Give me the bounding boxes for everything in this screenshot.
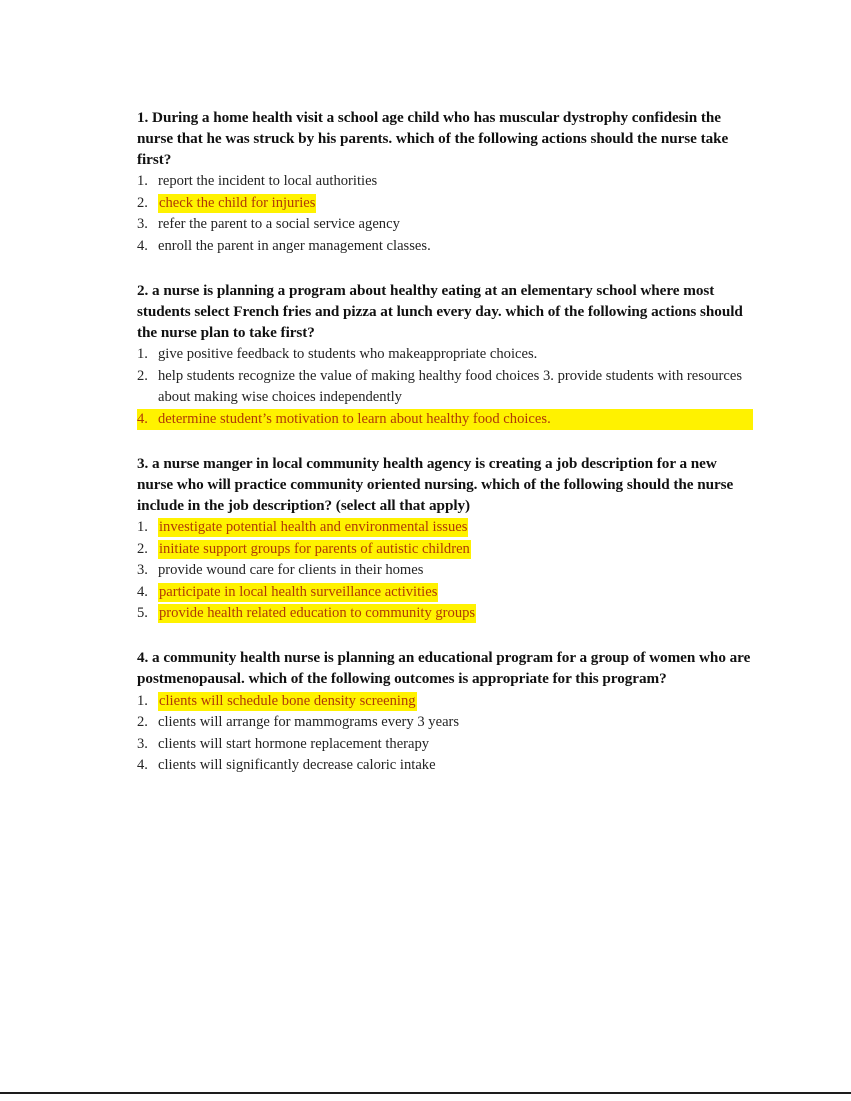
- scan-edge-artifact: [0, 1092, 851, 1094]
- question-stem: 3. a nurse manger in local community health agency is creating a job description for a new nurse who will practice community oriented nursing. which of the following should the nurse include in the job description? (select all that apply): [137, 455, 734, 514]
- answer-option-number: 1.: [137, 346, 148, 363]
- answer-option[interactable]: [137, 603, 753, 624]
- answer-option[interactable]: [137, 214, 753, 235]
- answer-option-text: provide wound care for clients in their homes: [158, 562, 424, 579]
- answer-option-text: clients will significantly decrease caloric intake: [158, 757, 436, 774]
- document-body: [137, 108, 753, 777]
- question-block: [137, 454, 753, 624]
- answer-option[interactable]: [137, 193, 753, 214]
- answer-option-text: check the child for injuries: [159, 194, 316, 211]
- answer-option[interactable]: [137, 409, 753, 430]
- answer-option-text: provide health related education to community groups: [159, 605, 476, 622]
- answer-option-number: 2.: [137, 194, 148, 211]
- answer-option-text: determine student’s motivation to learn about healthy food choices.: [158, 410, 551, 427]
- question-stem: 1. During a home health visit a school age child who has muscular dystrophy confidesin the nurse that he was struck by his parents. which of the following actions should the nurse take first?: [137, 109, 729, 168]
- answer-option-text: initiate support groups for parents of autistic children: [159, 540, 470, 557]
- answer-option-text: clients will arrange for mammograms every 3 years: [158, 714, 460, 731]
- answer-option-list: [137, 344, 753, 430]
- answer-option[interactable]: [137, 582, 753, 603]
- answer-option-text: enroll the parent in anger management classes.: [158, 237, 431, 254]
- answer-option-number: 1.: [137, 693, 148, 710]
- question-stem: 2. a nurse is planning a program about healthy eating at an elementary school where most students select French fries and pizza at lunch every day. which of the following actions should the nurse plan to take first?: [137, 282, 743, 341]
- question-block: [137, 108, 753, 257]
- question-block: [137, 648, 753, 776]
- answer-option-text: clients will schedule bone density screening: [159, 693, 416, 710]
- answer-option[interactable]: [137, 366, 753, 409]
- answer-option-number: 1.: [137, 519, 148, 536]
- answer-option[interactable]: [137, 517, 753, 538]
- answer-option-number: 3.: [137, 735, 148, 752]
- answer-option[interactable]: [137, 755, 753, 776]
- answer-option-number: 4.: [137, 410, 148, 427]
- answer-option[interactable]: [137, 734, 753, 755]
- answer-option-number: 2.: [137, 367, 148, 384]
- answer-option-number: 3.: [137, 216, 148, 233]
- answer-option-number: 4.: [137, 237, 148, 254]
- answer-option-text: report the incident to local authorities: [158, 173, 378, 190]
- answer-option-text: investigate potential health and environmental issues: [159, 519, 468, 536]
- answer-option-list: [137, 171, 753, 257]
- answer-option[interactable]: [137, 560, 753, 581]
- answer-option[interactable]: [137, 691, 753, 712]
- answer-option[interactable]: [137, 236, 753, 257]
- answer-option-number: 5.: [137, 605, 148, 622]
- answer-option-number: 1.: [137, 173, 148, 190]
- answer-option[interactable]: [137, 344, 753, 365]
- question-block: [137, 281, 753, 430]
- answer-option-text: help students recognize the value of making healthy food choices 3. provide students with resources about making wise choices independently: [158, 367, 742, 406]
- question-stem: 4. a community health nurse is planning an educational program for a group of women who are postmenopausal. which of the following outcomes is appropriate for this program?: [137, 649, 751, 688]
- answer-option-number: 3.: [137, 562, 148, 579]
- answer-option-number: 2.: [137, 540, 148, 557]
- answer-option-text: participate in local health surveillance activities: [159, 583, 438, 600]
- answer-option[interactable]: [137, 539, 753, 560]
- answer-option[interactable]: [137, 171, 753, 192]
- answer-option-text: clients will start hormone replacement therapy: [158, 735, 430, 752]
- answer-option-number: 4.: [137, 583, 148, 600]
- answer-option-text: give positive feedback to students who makeappropriate choices.: [158, 346, 538, 363]
- answer-option-text: refer the parent to a social service agency: [158, 216, 400, 233]
- answer-option[interactable]: [137, 712, 753, 733]
- answer-option-list: [137, 691, 753, 777]
- answer-option-list: [137, 517, 753, 624]
- answer-option-number: 2.: [137, 714, 148, 731]
- answer-option-number: 4.: [137, 757, 148, 774]
